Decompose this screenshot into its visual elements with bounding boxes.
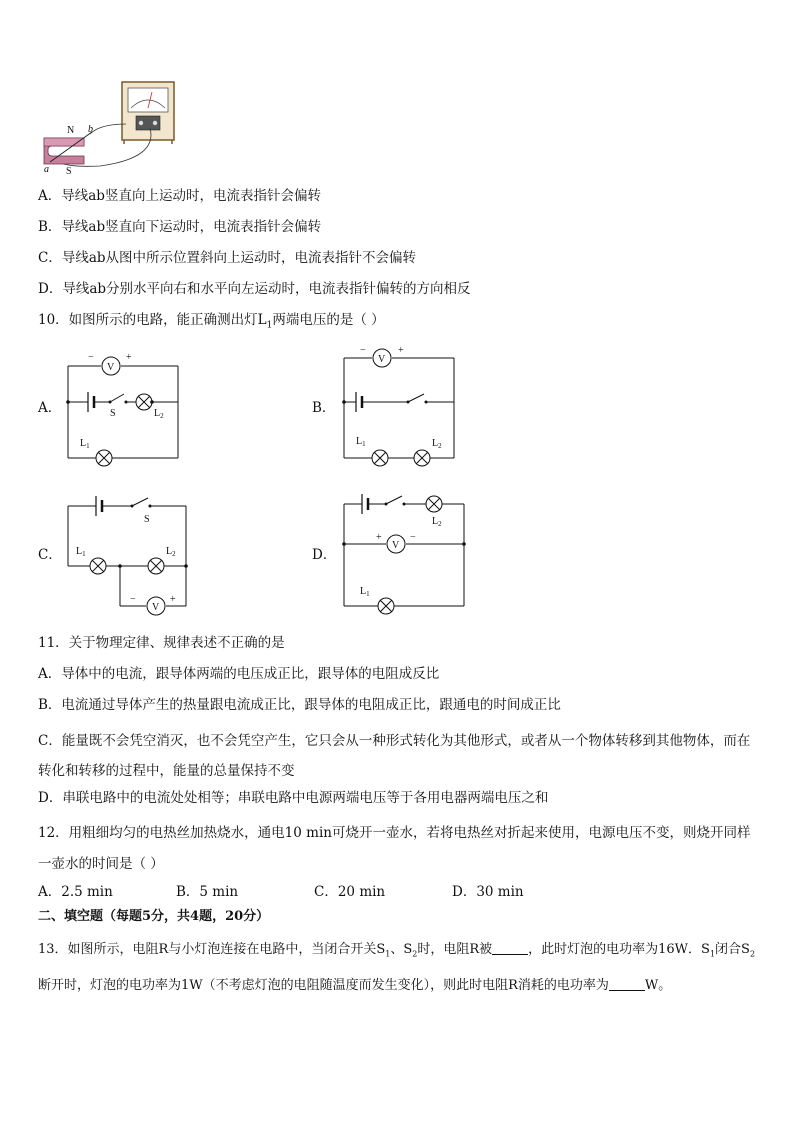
svg-text:L2: $L_2$: [432, 438, 442, 450]
svg-text:L1: $L_1$: [360, 586, 370, 598]
point-b-label: b: [88, 124, 93, 135]
switch-icon: [109, 394, 128, 404]
svg-text:L2: $L_2$: [154, 408, 164, 420]
option-letter: B．: [38, 219, 62, 235]
svg-text:L1: $L_1$: [80, 438, 90, 450]
svg-text:S: S: [110, 408, 116, 419]
q11-option-b[interactable]: B．电流通过导体产生的热量跟电流成正比，跟导体的电阻成正比，跟通电的时间成正比: [38, 697, 561, 713]
q11-option-a[interactable]: A．导体中的电流，跟导体两端的电压成正比，跟导体的电阻成反比: [38, 666, 440, 682]
q10-option-b-label[interactable]: B．: [312, 400, 336, 416]
galvanometer-icon: [122, 82, 174, 144]
q10-circuit-a: [66, 346, 196, 466]
svg-text:L1: $L_1$: [76, 546, 86, 558]
option-letter: A．: [38, 188, 62, 204]
svg-text:L1: $L_1$: [356, 436, 366, 448]
q10-circuit-d: [342, 490, 482, 620]
svg-text:+: +: [126, 352, 132, 363]
svg-text:L2: $L_2$: [432, 516, 442, 528]
lamp-l1-icon: [378, 598, 394, 614]
battery-icon: [96, 496, 102, 516]
option-text: 导线ab竖直向下运动时，电流表指针会偏转: [61, 219, 322, 235]
svg-text:−: −: [88, 352, 94, 363]
q11-option-c[interactable]: C．能量既不会凭空消灭，也不会凭空产生，它只会从一种形式转化为其他形式，或者从一个物体转移到其他物体，而在转化和转移的过程中，能量的总量保持不变: [38, 733, 751, 779]
pole-n-label: N: [67, 125, 75, 136]
battery-icon: [88, 392, 94, 412]
q10-option-c-label[interactable]: C．: [38, 547, 62, 563]
svg-text:L2: $L_2$: [166, 546, 176, 558]
q9-option-a[interactable]: [38, 186, 321, 206]
option-letter: C．: [38, 250, 62, 266]
svg-text:−: −: [130, 594, 136, 605]
svg-text:V: V: [107, 362, 115, 373]
q12-option-c[interactable]: C．20 min: [314, 884, 386, 900]
switch-icon: [131, 498, 152, 508]
battery-icon: [356, 392, 362, 412]
q12-stem: 12．用粗细均匀的电热丝加热烧水，通电10 min可烧开一壶水，若将电热丝对折起来使用，电源电压不变，则烧开同样一壶水的时间是（ ）: [38, 825, 751, 872]
svg-text:+: +: [376, 532, 382, 543]
pole-s-label: S: [66, 166, 72, 177]
option-text: 导线ab分别水平向右和水平向左运动时，电流表指针偏转的方向相反: [62, 281, 471, 297]
lamp-l2-icon: [148, 558, 164, 574]
switch-icon: [385, 496, 406, 506]
svg-text:V: V: [392, 540, 400, 551]
q12-option-d[interactable]: D．30 min: [452, 884, 524, 900]
lamp-l2-icon: [414, 450, 430, 466]
q12-option-a[interactable]: A．2.5 min: [38, 884, 113, 900]
option-text: 导线ab从图中所示位置斜向上运动时，电流表指针不会偏转: [61, 250, 417, 266]
q13-stem: 13．如图所示，电阻R与小灯泡连接在电路中，当闭合开关$S_1$、$S_2$时，电阻R被 ，此时灯泡的电功率为16W．$S_1$闭合$S_2$断开时，灯泡的电功率为1W（不考虑灯泡的电阻随温度而发生变化），则此时电阻R消耗的电功率为 W。: [38, 942, 756, 993]
q9-galvanometer-figure: [40, 78, 180, 178]
point-a-label: a: [44, 164, 49, 175]
q11-option-d[interactable]: D．串联电路中的电流处处相等；串联电路中电源两端电压等于各用电器两端电压之和: [38, 790, 549, 806]
lamp-l2-icon: [426, 496, 442, 512]
q11-stem: 11．关于物理定律、规律表述不正确的是: [38, 635, 285, 651]
option-text: 导线ab竖直向上运动时，电流表指针会偏转: [61, 188, 321, 204]
svg-text:−: −: [410, 532, 416, 543]
q10-option-a-label[interactable]: A．: [38, 400, 62, 416]
svg-text:−: −: [360, 345, 366, 356]
svg-text:+: +: [398, 345, 404, 356]
answer-blank-2[interactable]: [609, 976, 645, 991]
option-letter: D．: [38, 281, 63, 297]
svg-text:+: +: [170, 594, 176, 605]
q10-option-d-label[interactable]: D．: [312, 547, 337, 563]
section-heading: 二、填空题（每题5分，共4题，20分）: [38, 909, 270, 924]
q10-stem: 10．如图所示的电路，能正确测出灯$L_1$两端电压的是（ ）: [38, 312, 385, 331]
lamp-l2-icon: [136, 394, 152, 410]
svg-text:V: V: [378, 354, 386, 365]
lamp-l1-icon: [96, 450, 112, 466]
svg-text:V: V: [152, 602, 160, 613]
lamp-l1-icon: [372, 450, 388, 466]
lamp-l1-icon: [90, 558, 106, 574]
q12-option-b[interactable]: B．5 min: [176, 884, 239, 900]
svg-text:S: S: [144, 514, 150, 525]
q10-circuit-c: [66, 492, 206, 622]
q10-circuit-b: [342, 346, 472, 466]
q9-option-b[interactable]: [38, 217, 321, 237]
q9-option-d[interactable]: [38, 279, 471, 299]
answer-blank-1[interactable]: [492, 940, 528, 955]
q9-option-c[interactable]: [38, 248, 416, 268]
switch-icon: [407, 394, 428, 404]
battery-icon: [362, 494, 368, 514]
